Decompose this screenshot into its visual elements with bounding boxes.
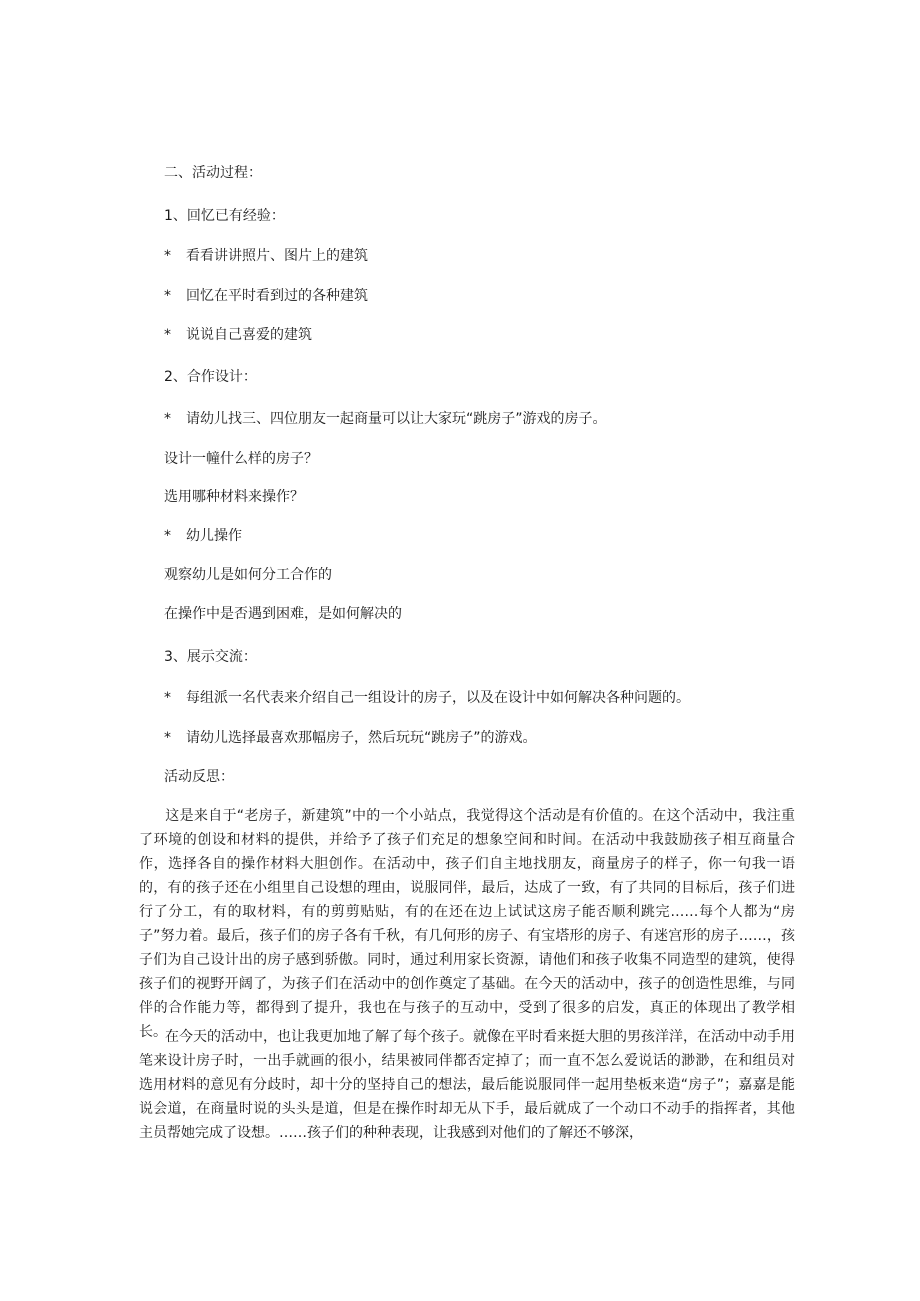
step1-title: 1、回忆已有经验： bbox=[164, 208, 285, 224]
list-item bbox=[164, 409, 607, 429]
step3-title: 3、展示交流： bbox=[164, 649, 257, 665]
list-item-text: 幼儿操作 bbox=[186, 528, 242, 544]
bullet-asterisk-icon: * bbox=[164, 528, 171, 544]
reflection-paragraph bbox=[139, 804, 795, 1044]
list-item bbox=[164, 286, 368, 306]
paragraph-text: 在今天的活动中，也让我更加地了解了每个孩子。就像在平时看来挺大胆的男孩洋洋，在活动中动手用笔来设计房子时，一出手就画的很小，结果被同伴都否定掉了；而一直不怎么爱说话的渺渺，在和组员对选用材料的意见有分歧时，却十分的坚持自己的想法，最后能说服同伴一起用垫板来造“房子”；嘉嘉是能说会道，在商量时说的头头是道，但是在操作时却无从下手，最后就成了一个动口不动手的指挥者，其他主员帮她完成了设想。……孩子们的种种表现，让我感到对他们的了解还不够深， bbox=[139, 1029, 795, 1141]
reflection-paragraph bbox=[139, 1025, 795, 1145]
list-item bbox=[164, 325, 312, 345]
list-item bbox=[164, 688, 690, 708]
bullet-asterisk-icon: * bbox=[164, 288, 171, 304]
list-item-text: 请幼儿找三、四位朋友一起商量可以让大家玩“跳房子”游戏的房子。 bbox=[186, 411, 607, 427]
design-question: 设计一幢什么样的房子？ bbox=[164, 451, 318, 467]
step2-title: 2、合作设计： bbox=[164, 369, 257, 385]
reflection-title: 活动反思： bbox=[164, 769, 234, 785]
observation-line: 在操作中是否遇到困难，是如何解决的 bbox=[164, 606, 402, 622]
list-item-text: 每组派一名代表来介绍自己一组设计的房子，以及在设计中如何解决各种问题的。 bbox=[186, 690, 690, 706]
material-question: 选用哪种材料来操作？ bbox=[164, 489, 304, 505]
list-item-text: 请幼儿选择最喜欢那幅房子，然后玩玩“跳房子”的游戏。 bbox=[186, 730, 537, 746]
list-item-text: 回忆在平时看到过的各种建筑 bbox=[186, 288, 368, 304]
list-item-text: 看看讲讲照片、图片上的建筑 bbox=[186, 248, 368, 264]
list-item-text: 说说自己喜爱的建筑 bbox=[186, 327, 312, 343]
bullet-asterisk-icon: * bbox=[164, 411, 171, 427]
observation-line: 观察幼儿是如何分工合作的 bbox=[164, 567, 332, 583]
list-item bbox=[164, 526, 242, 546]
section-heading: 二、活动过程： bbox=[164, 165, 262, 181]
bullet-asterisk-icon: * bbox=[164, 248, 171, 264]
bullet-asterisk-icon: * bbox=[164, 690, 171, 706]
list-item bbox=[164, 728, 537, 748]
paragraph-text: 这是来自于“老房子，新建筑”中的一个小站点，我觉得这个活动是有价值的。在这个活动中，我注重了环境的创设和材料的提供，并给予了孩子们充足的想象空间和时间。在活动中我鼓励孩子相互商量合作，选择各自的操作材料大胆创作。在活动中，孩子们自主地找朋友，商量房子的样子，你一句我一语的，有的孩子还在小组里自己设想的理由，说服同伴，最后，达成了一致，有了共同的目标后，孩子们进行了分工，有的取材料，有的剪剪贴贴，有的在还在边上试试这房子能否顺利跳完……每个人都为“房子”努力着。最后，孩子们的房子各有千秋，有几何形的房子、有宝塔形的房子、有迷宫形的房子……，孩子们为自己设计出的房子感到骄傲。同时，通过利用家长资源，请他们和孩子收集不同造型的建筑，使得孩子们的视野开阔了，为孩子们在活动中的创作奠定了基础。在今天的活动中，孩子的创造性思维，与同伴的合作能力等，都得到了提升，我也在与孩子的互动中，受到了很多的启发，真正的体现出了教学相长。 bbox=[139, 808, 795, 1040]
list-item bbox=[164, 246, 368, 266]
bullet-asterisk-icon: * bbox=[164, 730, 171, 746]
bullet-asterisk-icon: * bbox=[164, 327, 171, 343]
